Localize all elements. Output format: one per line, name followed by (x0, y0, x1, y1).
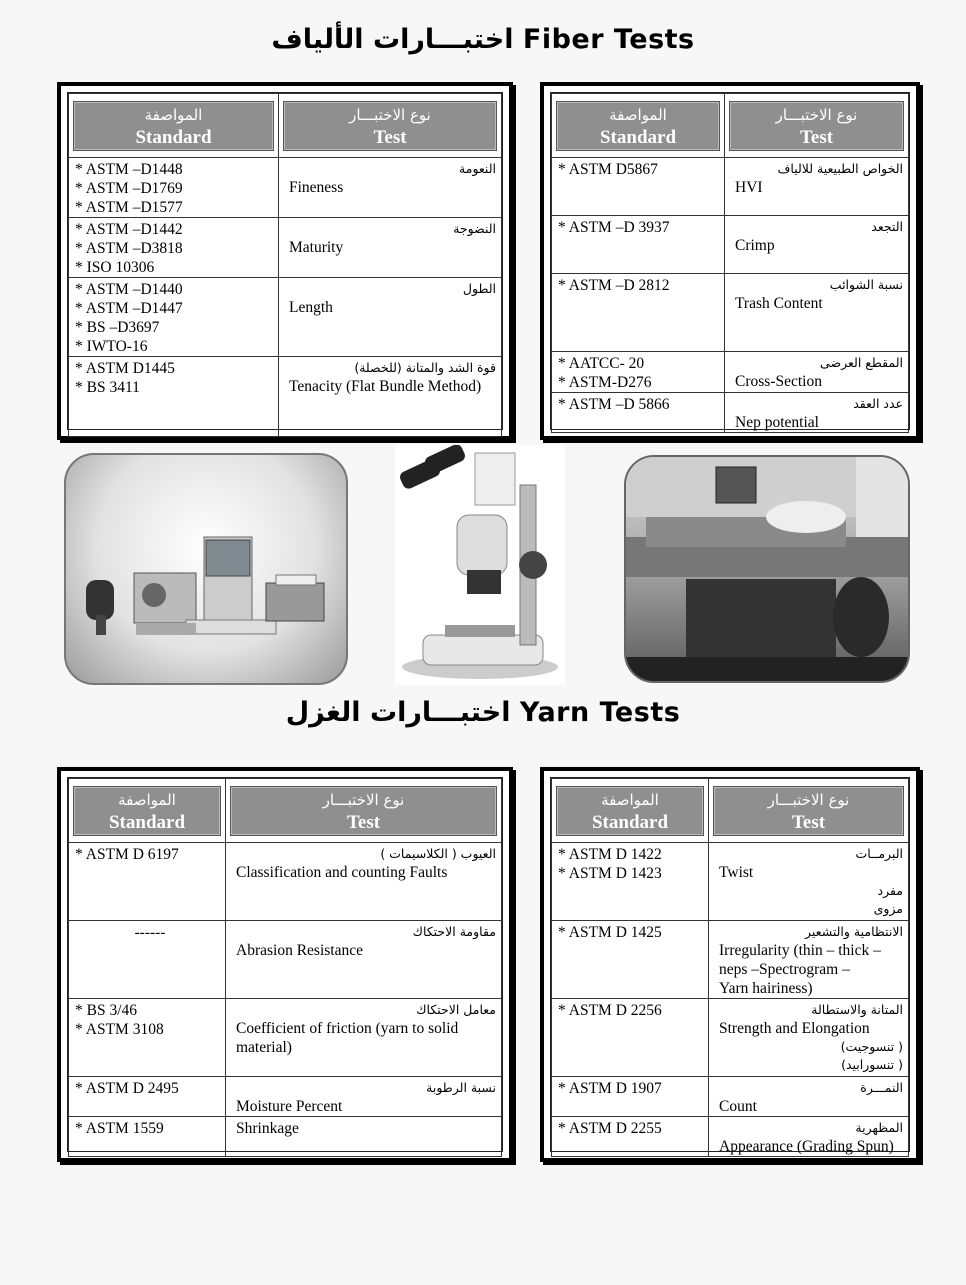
standard-code: * ASTM –D1447 (75, 300, 183, 317)
standard-header-ar: المواصفة (144, 105, 203, 124)
standard-cell (552, 921, 709, 999)
standard-code: * ASTM D 2256 (558, 1002, 662, 1019)
test-cell (279, 158, 502, 218)
standard-code: * ASTM –D3818 (75, 240, 183, 257)
standard-cell (552, 352, 725, 393)
standard-code: * ASTM D 1422 (558, 846, 662, 863)
computerized-fiber-tester-icon (64, 453, 348, 685)
test-name-en: material) (236, 1039, 292, 1056)
test-name-ar: قوة الشد والمتانة (للخصلة) (354, 360, 496, 375)
test-cell (226, 999, 502, 1077)
fiber-tests-title: اختبـــارات الألياف Fiber Tests (271, 24, 695, 55)
standard-code: * ASTM 3108 (75, 1021, 164, 1038)
test-name-en: Twist (719, 864, 754, 881)
standard-cell (552, 158, 725, 216)
standard-cell (69, 999, 226, 1077)
test-header-ar: نوع الاختبـــار (775, 105, 858, 124)
test-cell (725, 352, 909, 393)
standard-code: * ISO 10306 (75, 259, 155, 276)
test-name-en: Shrinkage (236, 1120, 299, 1137)
standard-cell (69, 158, 279, 218)
test-name-en: Nep potential (735, 414, 819, 431)
standard-code: * ASTM –D 5866 (558, 396, 670, 413)
yarn-left-table (68, 778, 502, 1157)
fiber-left-panel (57, 82, 513, 440)
test-name-en: Count (719, 1098, 757, 1115)
test-name-en: Trash Content (735, 295, 823, 312)
table-row (552, 158, 909, 216)
standard-code: * ASTM –D1442 (75, 221, 183, 238)
table-row (69, 843, 502, 921)
test-name-en: Classification and counting Faults (236, 864, 448, 881)
test-name-en: Moisture Percent (236, 1098, 343, 1115)
test-name-en: Irregularity (thin – thick – (719, 942, 881, 959)
standard-cell (69, 218, 279, 278)
standard-cell (69, 278, 279, 357)
table-row (552, 843, 909, 921)
standard-code: * ASTM D1445 (75, 360, 175, 377)
test-name-ar: البرمــات (855, 846, 903, 861)
standard-code: * AATCC- 20 (558, 355, 645, 372)
test-name-ar: عدد العقد (853, 396, 903, 411)
test-header-ar: نوع الاختبـــار (322, 790, 405, 809)
yarn-left-panel (57, 767, 513, 1162)
standard-header (556, 786, 704, 836)
standard-code: * ASTM –D1440 (75, 281, 183, 298)
standard-cell (69, 357, 279, 437)
test-cell (226, 921, 502, 999)
table-row (552, 216, 909, 274)
test-name-ar: المظهرية (855, 1120, 903, 1135)
test-name-ar: الخواص الطبيعية للالياف (777, 161, 903, 176)
test-name-ar: الطول (462, 281, 496, 296)
table-row (552, 1077, 909, 1117)
standard-cell (552, 393, 725, 433)
test-cell (725, 158, 909, 216)
test-subtype-ar: ( تنسورابيد) (841, 1057, 903, 1072)
test-header-en: Test (791, 811, 826, 833)
hvi-lab-bench-icon (624, 455, 910, 683)
test-header (230, 786, 497, 836)
table-row (69, 1077, 502, 1117)
standard-code: * ASTM –D1769 (75, 180, 183, 197)
test-header-en: Test (346, 811, 381, 833)
test-name-ar: التجعد (871, 219, 903, 234)
test-name-en: Cross-Section (735, 373, 822, 390)
table-row (69, 278, 502, 357)
standard-cell (69, 921, 226, 999)
standard-header-ar: المواصفة (118, 790, 176, 809)
table-row (69, 357, 502, 437)
test-cell (725, 393, 909, 433)
test-name-en: Crimp (735, 237, 775, 254)
table-row (552, 921, 909, 999)
standard-header-en: Standard (591, 811, 669, 833)
standard-code: * ASTM –D 2812 (558, 277, 670, 294)
test-name-en: Strength and Elongation (719, 1020, 870, 1037)
standard-header (556, 101, 720, 151)
stereo-microscope-icon (395, 445, 565, 685)
standard-header-en: Standard (108, 811, 186, 833)
standard-code: * ASTM D 1425 (558, 924, 662, 941)
standard-code: * ASTM-D276 (558, 374, 652, 391)
standard-header-en: Standard (135, 126, 212, 148)
test-name-ar: المتانة والاستطالة (811, 1002, 903, 1017)
test-name-en: Maturity (289, 239, 344, 256)
standard-code: * ASTM 1559 (75, 1120, 164, 1137)
standard-code: * IWTO-16 (75, 338, 148, 355)
test-cell (709, 1077, 909, 1117)
test-cell (709, 921, 909, 999)
test-subtype-ar: مزوى (873, 901, 903, 916)
test-cell (709, 843, 909, 921)
yarn-right-table (551, 778, 909, 1157)
equipment-photos (0, 445, 966, 690)
standard-cell (552, 843, 709, 921)
standard-cell (552, 1077, 709, 1117)
standard-code: * ASTM D 6197 (75, 846, 179, 863)
test-name-en: Fineness (289, 179, 344, 196)
test-name-ar: النمـــرة (860, 1080, 903, 1095)
standard-header-ar: المواصفة (601, 790, 659, 809)
standard-cell (69, 1117, 226, 1157)
test-header-ar: نوع الاختبـــار (349, 105, 431, 124)
test-cell (709, 999, 909, 1077)
test-cell (226, 1117, 502, 1157)
standard-cell (552, 1117, 709, 1157)
standard-header (73, 786, 221, 836)
test-header (729, 101, 904, 151)
test-name-ar: العيوب ( الكلاسيمات ) (380, 846, 496, 861)
standard-code: * ASTM D 1907 (558, 1080, 662, 1097)
standard-code: * BS –D3697 (75, 319, 160, 336)
table-row (69, 218, 502, 278)
standard-header (73, 101, 274, 151)
table-row (69, 1117, 502, 1157)
standard-code: * BS 3/46 (75, 1002, 138, 1019)
test-name-ar: المقطع العرضى (820, 355, 903, 370)
standard-code: * ASTM D5867 (558, 161, 658, 178)
table-row (552, 1117, 909, 1157)
table-row (69, 999, 502, 1077)
fiber-right-table (551, 93, 909, 433)
test-cell (725, 216, 909, 274)
test-cell (279, 357, 502, 437)
table-row (552, 352, 909, 393)
standard-code: * ASTM –D1577 (75, 199, 183, 216)
test-header-en: Test (799, 126, 834, 148)
fiber-left-table (68, 93, 502, 437)
test-name-ar: مقاومة الاحتكاك (412, 924, 496, 939)
test-header (713, 786, 904, 836)
standard-code: ------ (134, 924, 166, 941)
standard-cell (552, 274, 725, 352)
test-cell (279, 218, 502, 278)
test-name-en: HVI (735, 179, 763, 196)
test-name-ar: نسبة الرطوبة (426, 1080, 496, 1095)
test-header (283, 101, 497, 151)
table-row (69, 158, 502, 218)
test-name-ar: نسبة الشوائب (829, 277, 903, 292)
test-name-ar: الانتظامية والتشعير (805, 924, 903, 939)
test-cell (709, 1117, 909, 1157)
fiber-right-panel (540, 82, 920, 440)
test-name-en: Abrasion Resistance (236, 942, 363, 959)
test-cell (279, 278, 502, 357)
standard-cell (69, 843, 226, 921)
test-subtype-ar: ( تنسوجيت) (840, 1039, 903, 1054)
test-header-ar: نوع الاختبـــار (767, 790, 850, 809)
test-name-en: Coefficient of friction (yarn to solid (236, 1020, 459, 1037)
test-name-en: Length (289, 299, 333, 316)
standard-header-en: Standard (599, 126, 677, 148)
test-name-en: neps –Spectrogram – (719, 961, 850, 978)
test-subtype-ar: مفرد (877, 883, 903, 898)
test-cell (226, 1077, 502, 1117)
test-cell (725, 274, 909, 352)
yarn-right-panel (540, 767, 920, 1162)
test-name-en: Tenacity (Flat Bundle Method) (289, 378, 482, 395)
test-name-ar: معامل الاحتكاك (416, 1002, 496, 1017)
test-name-en: Yarn hairiness) (719, 980, 813, 997)
standard-cell (552, 999, 709, 1077)
standard-code: * ASTM D 1423 (558, 865, 662, 882)
standard-code: * ASTM –D 3937 (558, 219, 670, 236)
standard-code: * ASTM D 2255 (558, 1120, 662, 1137)
test-name-ar: النضوجة (453, 221, 496, 236)
table-row (552, 274, 909, 352)
standard-code: * ASTM D 2495 (75, 1080, 179, 1097)
standard-header-ar: المواصفة (609, 105, 667, 124)
yarn-tests-title: اختبـــارات الغزل Yarn Tests (285, 697, 681, 728)
test-name-en: Appearance (Grading Spun) (719, 1138, 894, 1155)
test-name-ar: النعومة (459, 161, 496, 176)
table-row (69, 921, 502, 999)
test-header-en: Test (373, 126, 407, 148)
standard-cell (552, 216, 725, 274)
standard-code: * BS 3411 (75, 379, 140, 396)
test-cell (226, 843, 502, 921)
table-row (552, 999, 909, 1077)
standard-code: * ASTM –D1448 (75, 161, 183, 178)
table-row (552, 393, 909, 433)
standard-cell (69, 1077, 226, 1117)
